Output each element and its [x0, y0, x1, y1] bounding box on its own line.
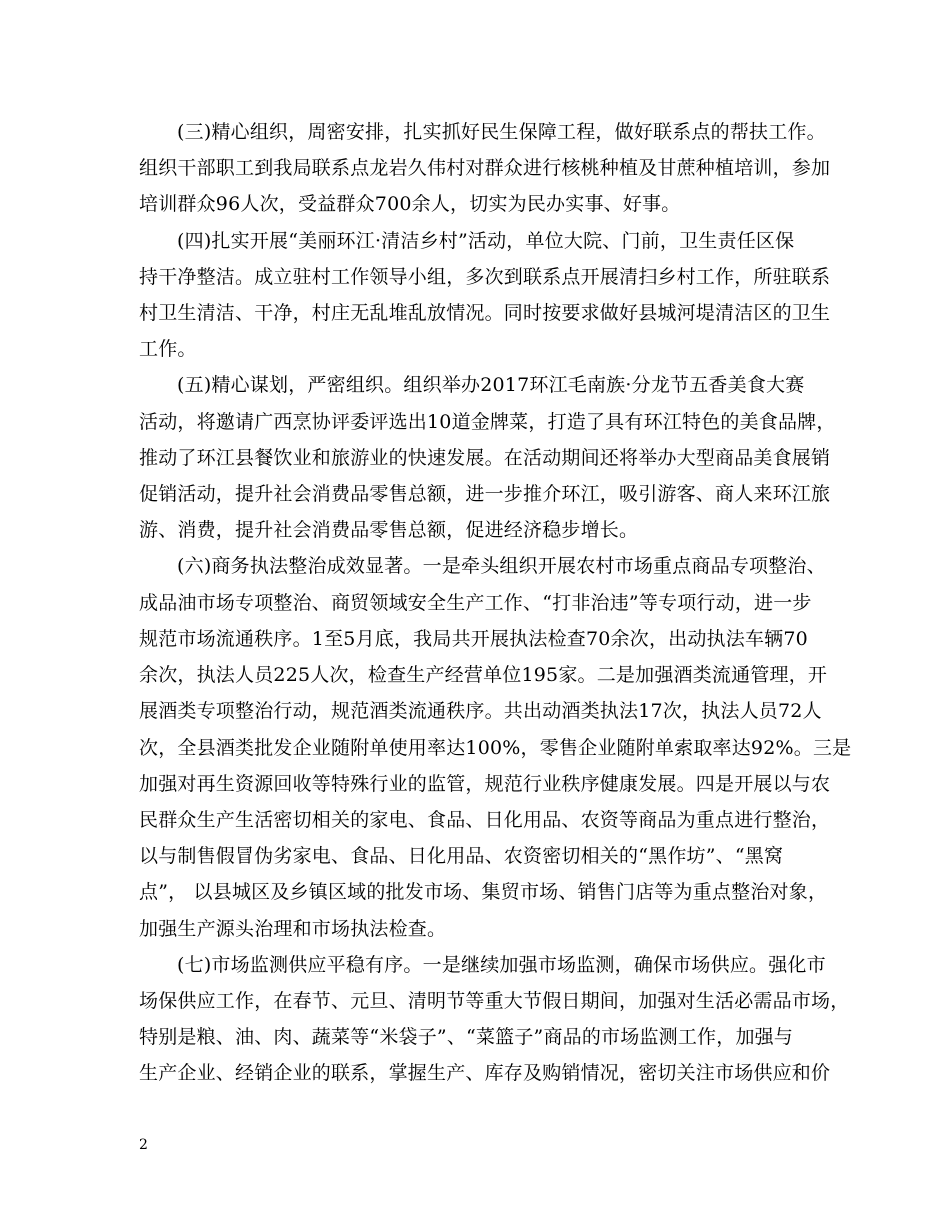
- paragraph-6-line-4: 余次，执法人员225人次，检查生产经营单位195家。二是加强酒类流通管理，开: [139, 664, 828, 686]
- paragraph-5-line-3: 推动了环江县餐饮业和旅游业的快速发展。在活动期间还将举办大型商品美食展销: [139, 447, 831, 469]
- paragraph-5-line-2: 活动，将邀请广西烹协评委评选出10道金牌菜，打造了具有环江特色的美食品牌，: [139, 411, 836, 433]
- paragraph-6-line-10: 点”， 以县城区及乡镇区域的批发市场、集贸市场、销售门店等为重点整治对象，: [139, 881, 828, 903]
- paragraph-5-line-4: 促销活动，提升社会消费品零售总额，进一步推介环江，吸引游客、商人来环江旅: [139, 483, 831, 505]
- paragraph-3-line-3: 培训群众96人次，受益群众700余人，切实为民办实事、好事。: [139, 193, 681, 215]
- paragraph-4-line-1: (四)扎实开展“美丽环江·清洁乡村”活动，单位大院、门前，卫生责任区保: [177, 230, 795, 252]
- paragraph-5-line-5: 游、消费，提升社会消费品零售总额，促进经济稳步增长。: [139, 519, 639, 541]
- paragraph-4-line-2: 持干净整洁。成立驻村工作领导小组，多次到联系点开展清扫乡村工作，所驻联系: [139, 266, 831, 288]
- paragraph-7-line-1: (七)市场监测供应平稳有序。一是继续加强市场监测，确保市场供应。强化市: [177, 954, 826, 976]
- paragraph-6-line-2: 成品油市场专项整治、商贸领域安全生产工作、“打非治违”等专项行动，进一步: [139, 592, 812, 614]
- paragraph-7-line-2: 场保供应工作，在春节、元旦、清明节等重大节假日期间，加强对生活必需品市场，: [139, 990, 850, 1012]
- paragraph-6-line-1: (六)商务执法整治成效显著。一是牵头组织开展农村市场重点商品专项整治、: [177, 555, 826, 577]
- paragraph-5-line-1: (五)精心谋划，严密组织。组织举办2017环江毛南族·分龙节五香美食大赛: [177, 374, 805, 396]
- paragraph-3-line-1: (三)精心组织，周密安排，扎实抓好民生保障工程，做好联系点的帮扶工作。: [177, 121, 826, 143]
- paragraph-6-line-8: 民群众生产生活密切相关的家电、食品、日化用品、农资等商品为重点进行整治，: [139, 809, 831, 831]
- page-number: 2: [139, 1137, 148, 1153]
- paragraph-6-line-9: 以与制售假冒伪劣家电、食品、日化用品、农资密切相关的“黑作坊”、“黑窝: [139, 845, 784, 867]
- paragraph-4-line-4: 工作。: [139, 338, 197, 360]
- paragraph-6-line-5: 展酒类专项整治行动，规范酒类流通秩序。共出动酒类执法17次，执法人员72人: [139, 700, 822, 722]
- paragraph-6-line-3: 规范市场流通秩序。1至5月底，我局共开展执法检查70余次，出动执法车辆70: [139, 628, 808, 650]
- paragraph-6-line-11: 加强生产源头治理和市场执法检查。: [139, 918, 447, 940]
- paragraph-4-line-3: 村卫生清洁、干净，村庄无乱堆乱放情况。同时按要求做好县城河堤清洁区的卫生: [139, 302, 831, 324]
- paragraph-6-line-6: 次，全县酒类批发企业随附单使用率达100%，零售企业随附单索取率达92%。三是: [139, 737, 852, 759]
- paragraph-6-line-7: 加强对再生资源回收等特殊行业的监管，规范行业秩序健康发展。四是开展以与农: [139, 773, 831, 795]
- paragraph-7-line-3: 特别是粮、油、肉、蔬菜等“米袋子”、“菜篮子”商品的市场监测工作，加强与: [139, 1026, 794, 1048]
- paragraph-7-line-4: 生产企业、经销企业的联系，掌握生产、库存及购销情况，密切关注市场供应和价: [139, 1062, 831, 1084]
- paragraph-3-line-2: 组织干部职工到我局联系点龙岩久伟村对群众进行核桃种植及甘蔗种植培训，参加: [139, 157, 831, 179]
